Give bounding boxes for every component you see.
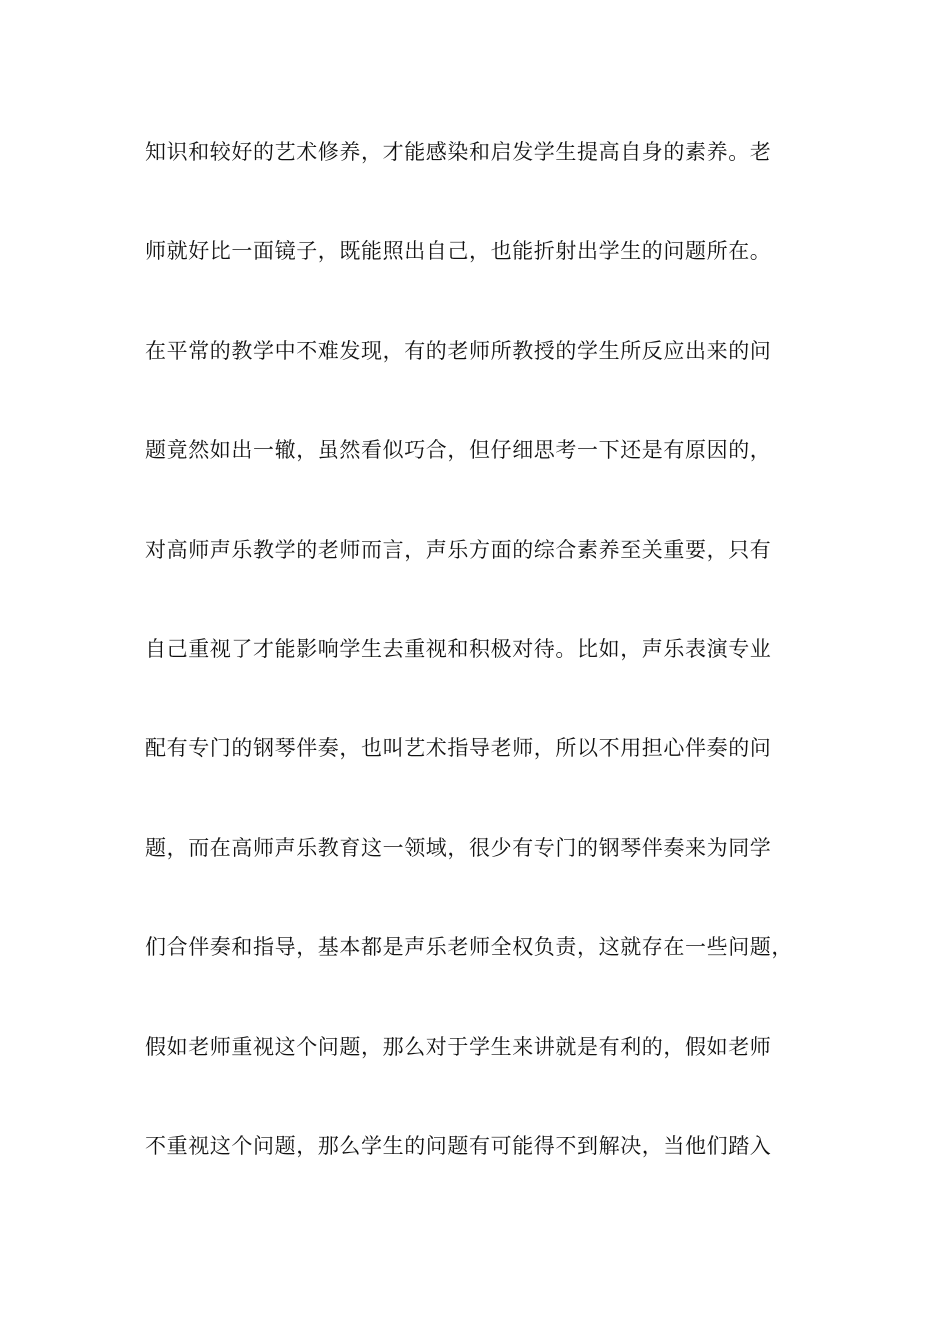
text-line-8: 题，而在高师声乐教育这一领域，很少有专门的钢琴伴奏来为同学 [145, 836, 772, 860]
text-line-3: 在平常的教学中不难发现，有的老师所教授的学生所反应出来的问 [145, 339, 772, 363]
text-line-11: 不重视这个问题，那么学生的问题有可能得不到解决，当他们踏入 [145, 1134, 772, 1158]
text-line-7: 配有专门的钢琴伴奏，也叫艺术指导老师，所以不用担心伴奏的问 [145, 736, 772, 760]
text-line-1: 知识和较好的艺术修养，才能感染和启发学生提高自身的素养。老 [145, 140, 772, 164]
text-line-6: 自己重视了才能影响学生去重视和积极对待。比如，声乐表演专业 [145, 637, 772, 661]
text-line-2: 师就好比一面镜子，既能照出自己，也能折射出学生的问题所在。 [145, 239, 772, 263]
text-line-5: 对高师声乐教学的老师而言，声乐方面的综合素养至关重要，只有 [145, 538, 772, 562]
text-line-9: 们合伴奏和指导，基本都是声乐老师全权负责，这就存在一些问题， [145, 935, 793, 959]
text-line-4: 题竟然如出一辙，虽然看似巧合，但仔细思考一下还是有原因的， [145, 438, 772, 462]
text-line-10: 假如老师重视这个问题，那么对于学生来讲就是有利的，假如老师 [145, 1035, 772, 1059]
